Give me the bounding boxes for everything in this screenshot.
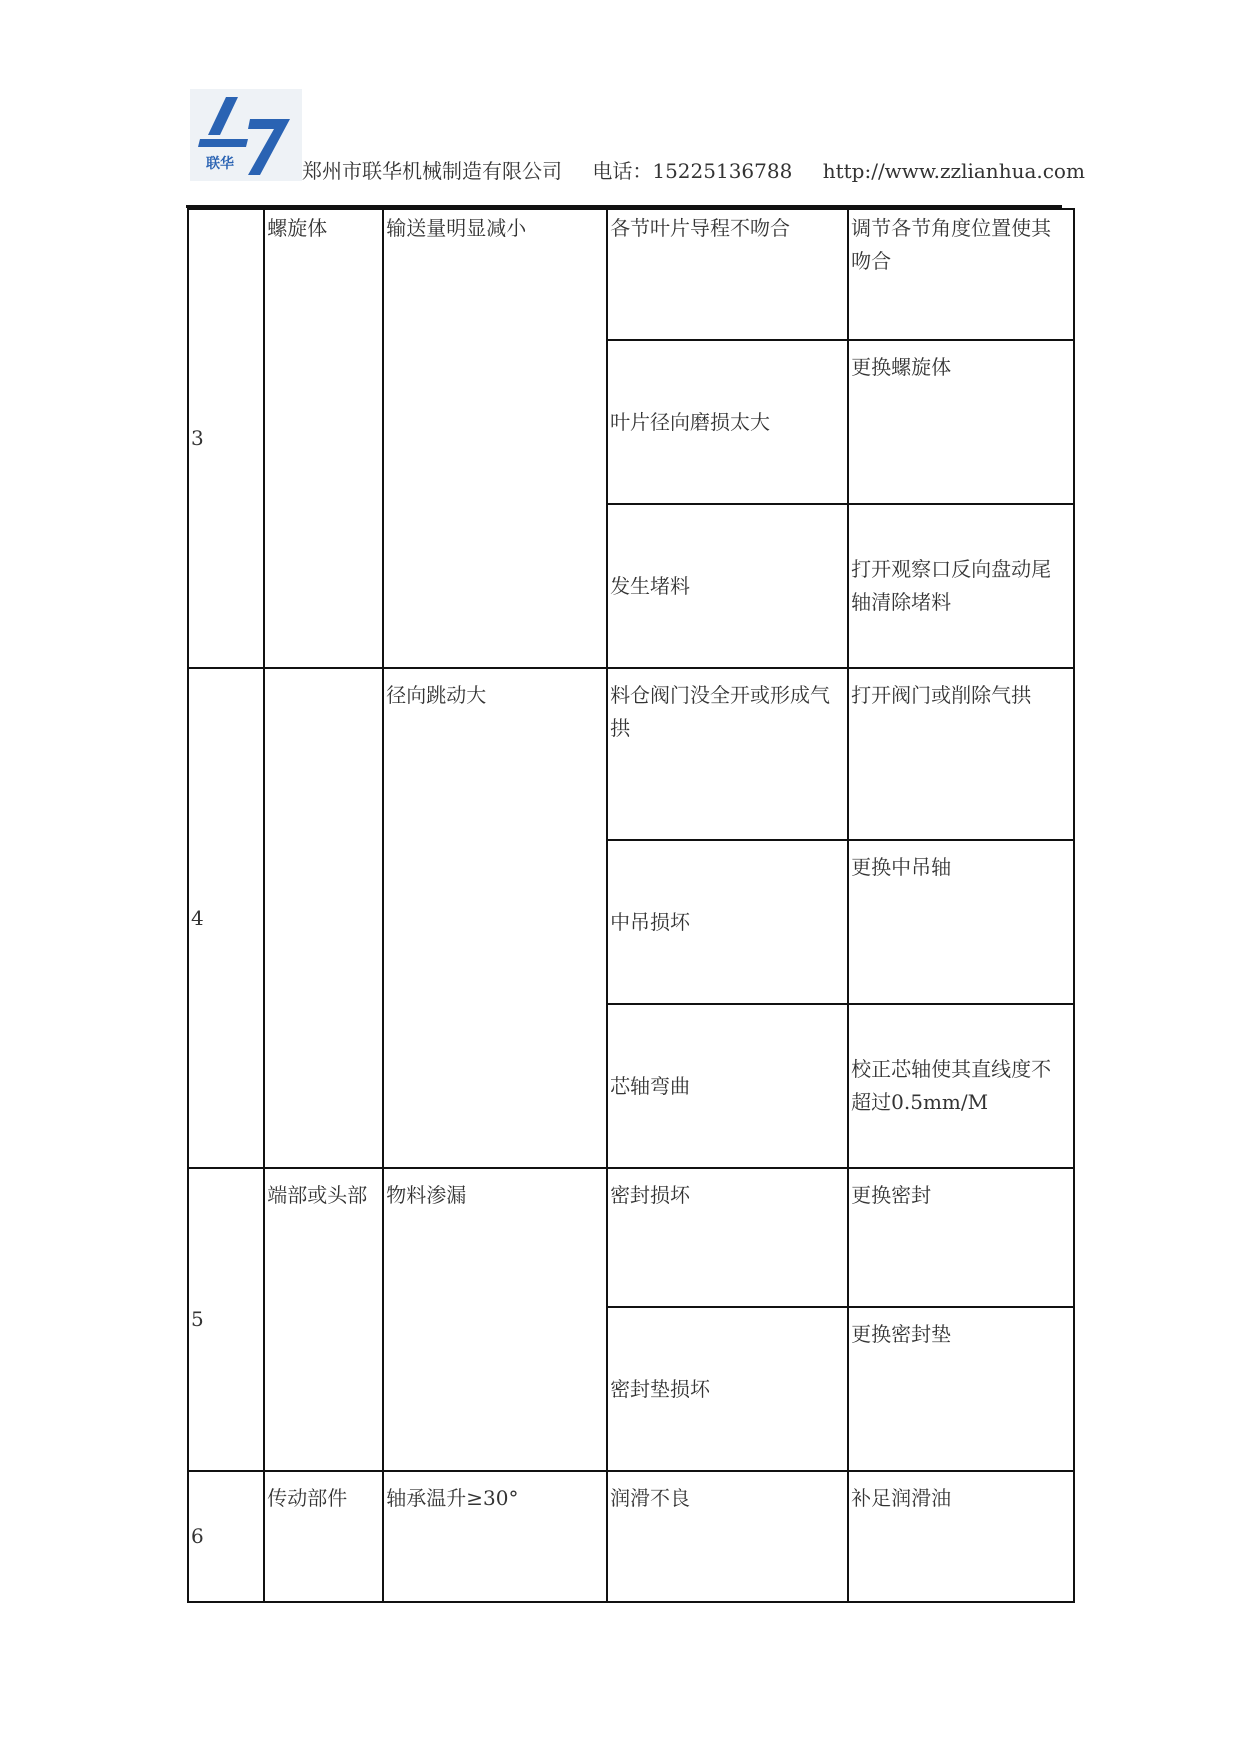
fix-cell: 更换中吊轴 xyxy=(848,840,1074,1004)
table-row xyxy=(188,209,1074,340)
symptom-cell: 输送量明显减小 xyxy=(383,209,607,668)
company-header xyxy=(302,155,1109,184)
symptom-cell: 径向跳动大 xyxy=(383,668,607,1168)
fault-table xyxy=(187,208,1075,1603)
fix-cell: 更换密封垫 xyxy=(848,1307,1074,1471)
row-number: 4 xyxy=(188,668,264,1168)
company-logo xyxy=(190,89,302,181)
part-cell: 螺旋体 xyxy=(264,209,383,668)
part-cell: 端部或头部 xyxy=(264,1168,383,1471)
fix-cell: 打开阀门或削除气拱 xyxy=(848,668,1074,840)
fix-cell: 调节各节角度位置使其吻合 xyxy=(848,209,1074,340)
row-number: 6 xyxy=(188,1471,264,1602)
cause-cell: 中吊损坏 xyxy=(607,840,848,1004)
fix-cell: 更换密封 xyxy=(848,1168,1074,1307)
fix-cell: 打开观察口反向盘动尾轴清除堵料 xyxy=(848,504,1074,668)
part-cell xyxy=(264,668,383,1168)
cause-cell: 各节叶片导程不吻合 xyxy=(607,209,848,340)
table-row xyxy=(188,1168,1074,1307)
company-website[interactable]: http://www.zzlianhua.com xyxy=(822,159,1085,183)
row-number: 3 xyxy=(188,209,264,668)
symptom-cell: 轴承温升≥30° xyxy=(383,1471,607,1602)
cause-cell: 发生堵料 xyxy=(607,504,848,668)
cause-cell: 密封损坏 xyxy=(607,1168,848,1307)
cause-cell: 密封垫损坏 xyxy=(607,1307,848,1471)
cause-cell: 润滑不良 xyxy=(607,1471,848,1602)
logo-text: 联华 xyxy=(206,156,234,172)
symptom-cell: 物料渗漏 xyxy=(383,1168,607,1471)
fix-cell: 更换螺旋体 xyxy=(848,340,1074,504)
cause-cell: 芯轴弯曲 xyxy=(607,1004,848,1168)
table-row xyxy=(188,668,1074,840)
fix-cell: 补足润滑油 xyxy=(848,1471,1074,1602)
fix-cell: 校正芯轴使其直线度不超过0.5mm/M xyxy=(848,1004,1074,1168)
part-cell: 传动部件 xyxy=(264,1471,383,1602)
cause-cell: 料仓阀门没全开或形成气拱 xyxy=(607,668,848,840)
company-phone: 电话：15225136788 xyxy=(592,159,793,183)
company-name: 郑州市联华机械制造有限公司 xyxy=(302,159,562,183)
table-row xyxy=(188,1471,1074,1602)
row-number: 5 xyxy=(188,1168,264,1471)
cause-cell: 叶片径向磨损太大 xyxy=(607,340,848,504)
